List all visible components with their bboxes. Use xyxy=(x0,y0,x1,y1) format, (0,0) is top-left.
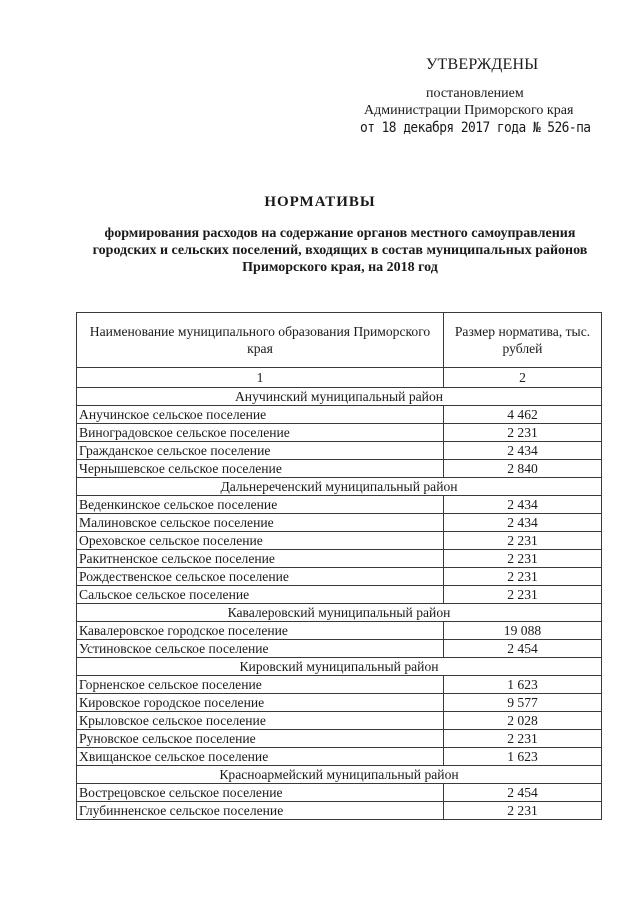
norm-value: 2 028 xyxy=(444,712,602,730)
norm-value: 19 088 xyxy=(444,622,602,640)
norm-value: 9 577 xyxy=(444,694,602,712)
settlement-name: Анучинское сельское поселение xyxy=(77,406,444,424)
table-row xyxy=(77,460,602,478)
settlement-name: Горненское сельское поселение xyxy=(77,676,444,694)
settlement-name: Гражданское сельское поселение xyxy=(77,442,444,460)
table-row xyxy=(77,730,602,748)
table-row xyxy=(77,424,602,442)
district-name: Кавалеровский муниципальный район xyxy=(77,604,602,622)
settlement-name: Кавалеровское городское поселение xyxy=(77,622,444,640)
table-row xyxy=(77,406,602,424)
approval-resolution-line: постановлением xyxy=(426,86,524,101)
norm-value: 2 231 xyxy=(444,802,602,820)
norms-table-container xyxy=(76,312,602,820)
table-row xyxy=(77,568,602,586)
table-row xyxy=(77,586,602,604)
settlement-name: Крыловское сельское поселение xyxy=(77,712,444,730)
approval-block xyxy=(0,0,640,140)
header-norm-size: Размер норматива, тыс. рублей xyxy=(444,313,602,368)
table-row xyxy=(77,784,602,802)
district-name: Кировский муниципальный район xyxy=(77,658,602,676)
district-name: Дальнереченский муниципальный район xyxy=(77,478,602,496)
district-row xyxy=(77,766,602,784)
district-row xyxy=(77,658,602,676)
norm-value: 2 434 xyxy=(444,514,602,532)
district-name: Красноармейский муниципальный район xyxy=(77,766,602,784)
column-number-row xyxy=(77,368,602,388)
column-number-1: 1 xyxy=(77,368,444,388)
table-row xyxy=(77,496,602,514)
table-row xyxy=(77,748,602,766)
norms-table xyxy=(76,312,602,820)
settlement-name: Веденкинское сельское поселение xyxy=(77,496,444,514)
norm-value: 1 623 xyxy=(444,748,602,766)
document-subtitle: формирования расходов на содержание органов местного самоуправления городских и сельских поселений, входящих в состав муниципальных районов Приморского края, на 2018 год xyxy=(92,226,588,275)
settlement-name: Хвищанское сельское поселение xyxy=(77,748,444,766)
table-row xyxy=(77,694,602,712)
norm-value: 2 231 xyxy=(444,730,602,748)
approval-authority-line: Администрации Приморского края xyxy=(364,103,574,118)
district-row xyxy=(77,478,602,496)
norm-value: 2 231 xyxy=(444,532,602,550)
settlement-name: Глубинненское сельское поселение xyxy=(77,802,444,820)
settlement-name: Ореховское сельское поселение xyxy=(77,532,444,550)
norm-value: 2 231 xyxy=(444,550,602,568)
settlement-name: Руновское сельское поселение xyxy=(77,730,444,748)
norm-value: 2 231 xyxy=(444,586,602,604)
norm-value: 2 434 xyxy=(444,496,602,514)
table-row xyxy=(77,532,602,550)
norm-value: 2 434 xyxy=(444,442,602,460)
norm-value: 1 623 xyxy=(444,676,602,694)
table-row xyxy=(77,514,602,532)
district-row xyxy=(77,388,602,406)
table-row xyxy=(77,442,602,460)
district-name: Анучинский муниципальный район xyxy=(77,388,602,406)
table-row xyxy=(77,622,602,640)
table-row xyxy=(77,676,602,694)
header-municipality-name: Наименование муниципального образования Приморского края xyxy=(77,313,444,368)
settlement-name: Устиновское сельское поселение xyxy=(77,640,444,658)
settlement-name: Ракитненское сельское поселение xyxy=(77,550,444,568)
document-title: НОРМАТИВЫ xyxy=(264,194,376,210)
table-row xyxy=(77,802,602,820)
table-header-row xyxy=(77,313,602,368)
norm-value: 2 231 xyxy=(444,568,602,586)
table-row xyxy=(77,550,602,568)
district-row xyxy=(77,604,602,622)
norm-value: 4 462 xyxy=(444,406,602,424)
norm-value: 2 454 xyxy=(444,784,602,802)
approval-date-number-line: от 18 декабря 2017 года № 526-па xyxy=(360,120,591,136)
table-row xyxy=(77,640,602,658)
norm-value: 2 231 xyxy=(444,424,602,442)
settlement-name: Кировское городское поселение xyxy=(77,694,444,712)
settlement-name: Рождественское сельское поселение xyxy=(77,568,444,586)
norm-value: 2 840 xyxy=(444,460,602,478)
table-row xyxy=(77,712,602,730)
settlement-name: Сальское сельское поселение xyxy=(77,586,444,604)
settlement-name: Виноградовское сельское поселение xyxy=(77,424,444,442)
settlement-name: Чернышевское сельское поселение xyxy=(77,460,444,478)
table-body xyxy=(77,388,602,820)
column-number-2: 2 xyxy=(444,368,602,388)
settlement-name: Вострецовское сельское поселение xyxy=(77,784,444,802)
approved-title: УТВЕРЖДЕНЫ xyxy=(426,56,539,73)
norm-value: 2 454 xyxy=(444,640,602,658)
settlement-name: Малиновское сельское поселение xyxy=(77,514,444,532)
